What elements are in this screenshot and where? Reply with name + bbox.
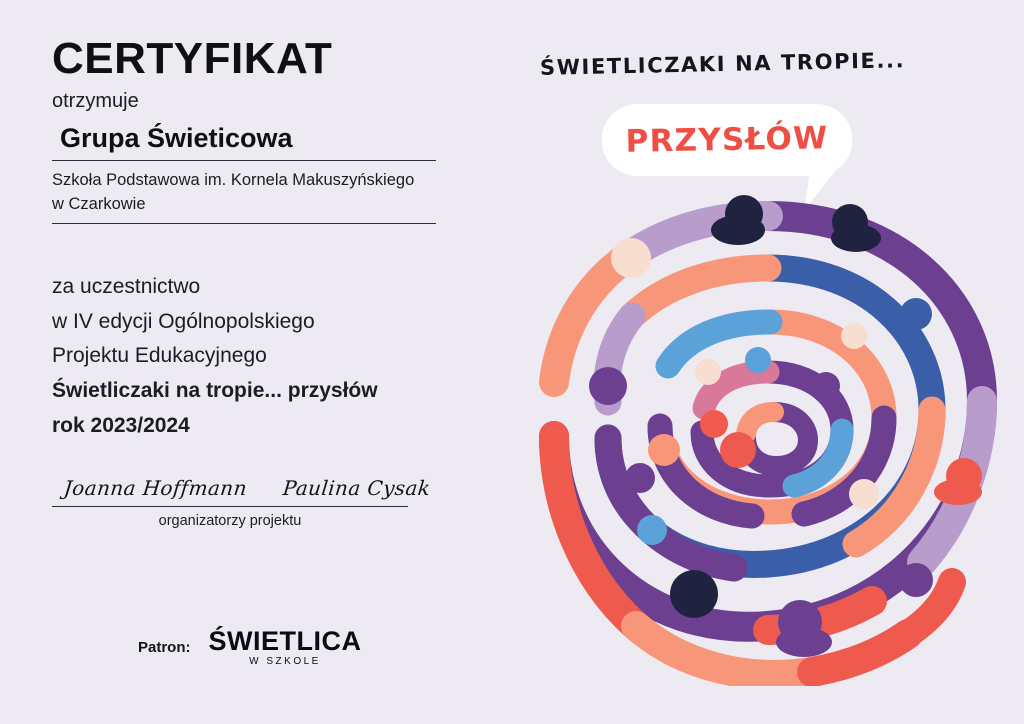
reason-block: [52, 270, 512, 443]
school-line-2: w Czarkowie: [52, 195, 146, 214]
signature-divider: [52, 506, 408, 507]
patron-logo-sub: W SZKOLE: [249, 656, 321, 667]
patron-logo-main: ŚWIETLICA: [208, 626, 362, 656]
awarded-to-label: otrzymuje: [52, 90, 139, 113]
signature-row: [52, 476, 472, 500]
patron-label: Patron:: [138, 639, 191, 656]
speech-bubble-text: PRZYSŁÓW: [625, 120, 829, 160]
signature-caption: organizatorzy projektu: [158, 513, 302, 529]
certificate-text-block: [52, 36, 512, 443]
artwork-panel: [512, 0, 1024, 724]
signature-block: [52, 476, 472, 529]
page-title: CERTYFIKAT: [52, 34, 333, 83]
reason-line-5: rok 2023/2024: [52, 413, 190, 437]
swietlica-logo: [209, 628, 362, 667]
divider-bottom: [52, 223, 436, 224]
spiral-people-illustration: [512, 186, 1024, 686]
artwork-headline: ŚWIETLICZAKI NA TROPIE...: [539, 48, 906, 80]
signature-name-1: Joanna Hoffmann: [62, 476, 249, 500]
reason-line-1: za uczestnictwo: [52, 275, 201, 299]
divider-top: [52, 160, 436, 161]
reason-line-2: w IV edycji Ogólnopolskiego: [52, 309, 315, 333]
recipient-name: Grupa Świeticowa: [60, 123, 293, 154]
reason-line-4: Świetliczaki na tropie... przysłów: [52, 378, 378, 402]
school-line-1: Szkoła Podstawowa im. Kornela Makuszyńskiego: [52, 171, 415, 190]
patron-block: [138, 628, 362, 667]
reason-line-3: Projektu Edukacyjnego: [52, 344, 267, 368]
signature-name-2: Paulina Cysak: [281, 476, 432, 500]
